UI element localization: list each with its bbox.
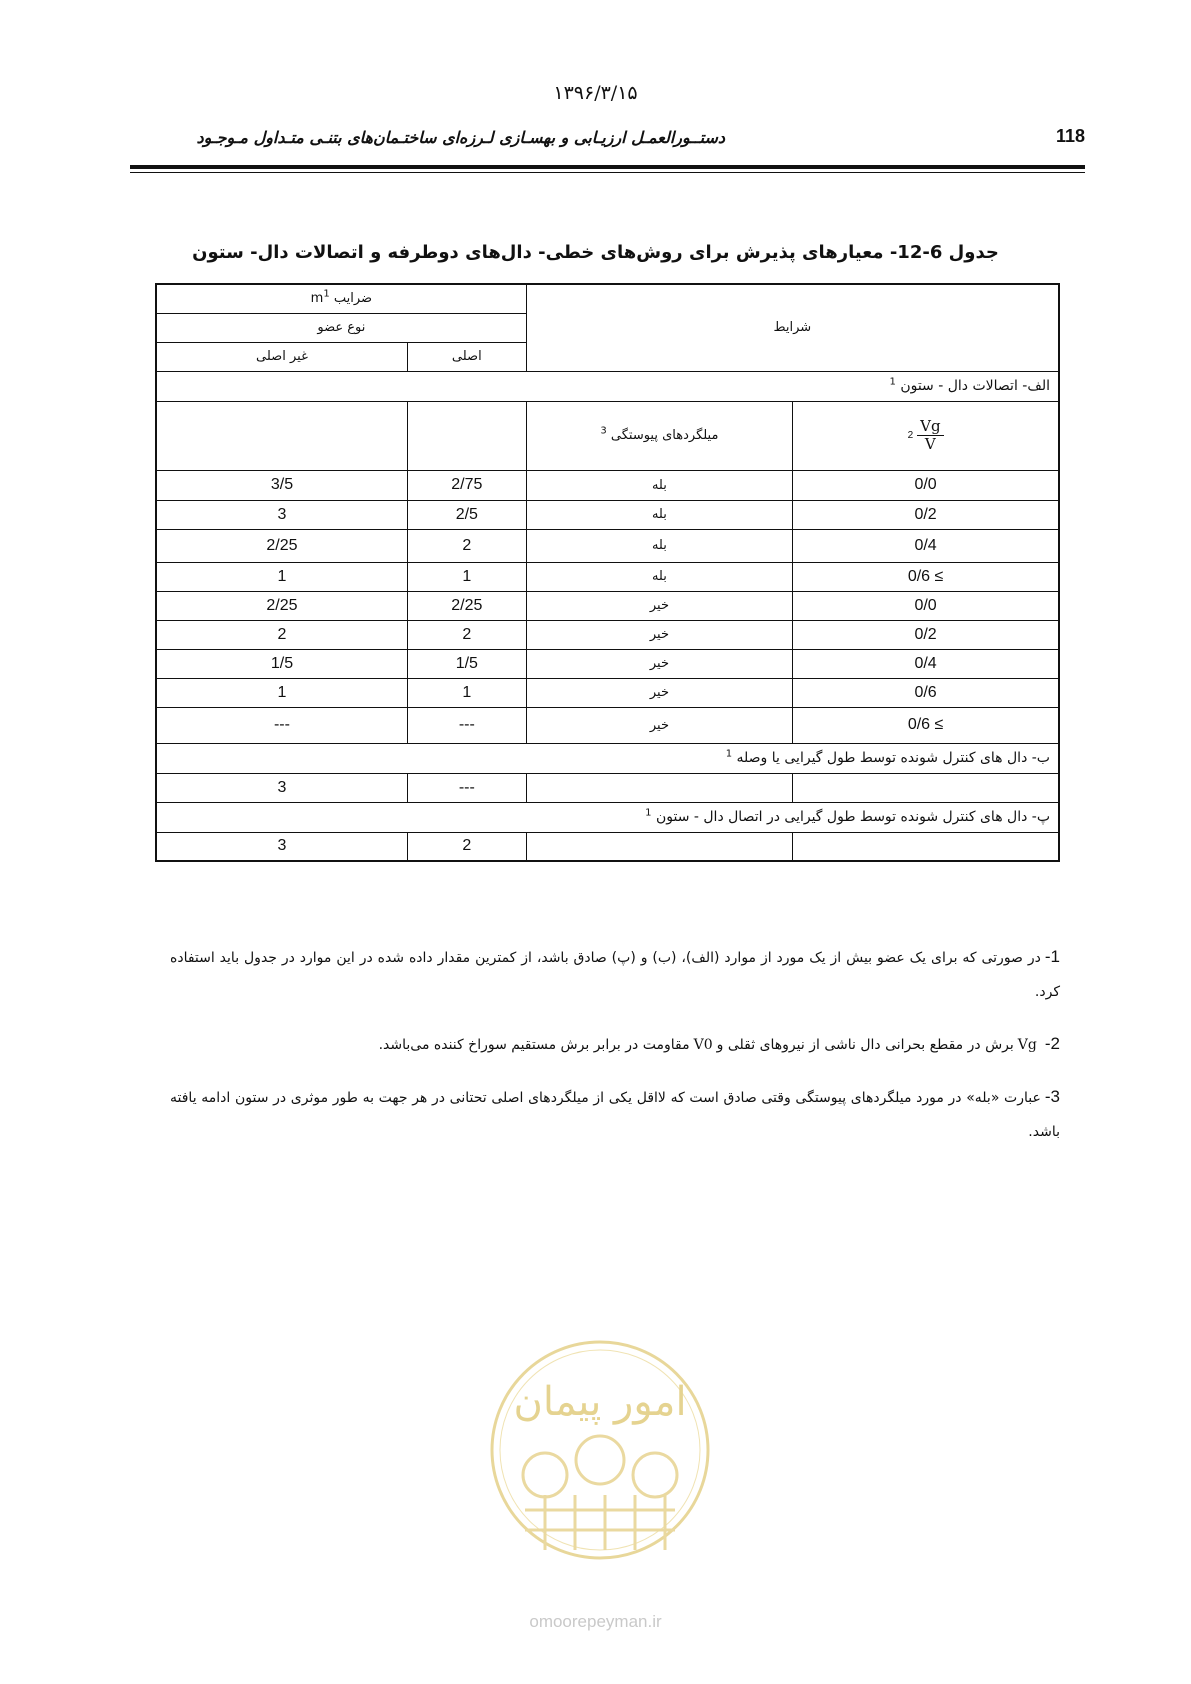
empty-cell	[156, 401, 407, 470]
empty-cell	[526, 773, 792, 802]
watermark-logo	[485, 1335, 715, 1565]
header-rule-thin	[130, 172, 1085, 173]
nonprimary-value-cell: 1	[156, 562, 407, 591]
ratio-cell: 0/4	[793, 529, 1059, 562]
ratio-cell: 0/0	[793, 591, 1059, 620]
section-c-header: پ- دال های کنترل شونده توسط طول گیرایی در اتصال دال - ستون $^1$	[156, 802, 1059, 832]
page-header	[130, 128, 1085, 158]
continuity-cell: خیر	[526, 649, 792, 678]
continuity-cell: بله	[526, 500, 792, 529]
conditions-header: شرایط	[526, 284, 1059, 371]
ratio-cell: 0/4	[793, 649, 1059, 678]
footnote-1: 1-در صورتی که برای یک عضو بیش از یک مورد از موارد (الف)، (ب) و (پ) صادق باشد، از کمترین مقدار داده شده در این موارد در جدول باید استفاده کرد.	[170, 947, 1060, 1000]
nonprimary-value-cell: 2	[156, 620, 407, 649]
primary-value-cell: ---	[407, 707, 526, 743]
nonprimary-value-cell: 3	[156, 500, 407, 529]
nonprimary-header: غیر اصلی	[156, 342, 407, 371]
continuity-cell: خیر	[526, 707, 792, 743]
table-row	[156, 707, 1059, 743]
continuity-cell: خیر	[526, 678, 792, 707]
primary-value-cell: 1	[407, 562, 526, 591]
continuity-cell: بله	[526, 529, 792, 562]
empty-cell	[793, 773, 1059, 802]
table-row	[156, 529, 1059, 562]
ratio-cell: ≥ 0/6	[793, 562, 1059, 591]
nonprimary-value-cell: 2/25	[156, 529, 407, 562]
primary-value-cell: 2/75	[407, 470, 526, 500]
watermark-url: omoorepeyman.ir	[529, 1612, 662, 1631]
page-number: 118	[1055, 126, 1085, 146]
continuity-cell: بله	[526, 470, 792, 500]
continuity-header: میلگردهای پیوستگی $^3$	[526, 401, 792, 470]
primary-value-cell: 1	[407, 678, 526, 707]
footnote-2: 2-Vgبرش در مقطع بحرانی دال ناشی از نیروهای ثقلی وV0مقاومت در برابر برش مستقیم سوراخ کننده می‌باشد.	[378, 1034, 1060, 1053]
primary-value-cell: 2/25	[407, 591, 526, 620]
section-b-primary: ---	[407, 773, 526, 802]
footnotes	[170, 940, 1060, 1167]
nonprimary-value-cell: ---	[156, 707, 407, 743]
svg-text:امور پیمان: امور پیمان	[513, 1379, 687, 1425]
running-title: دستــورالعمـل ارزیـابی و بهسـازی لـرزه‌ای ساختـمان‌های بتنـی متـداول مـوجـود	[196, 128, 725, 147]
primary-value-cell: 2	[407, 620, 526, 649]
section-c-nonprimary: 3	[156, 832, 407, 861]
section-b-header: ب- دال های کنترل شونده توسط طول گیرایی یا وصله $^1$	[156, 743, 1059, 773]
ratio-header: 2 $\frac{Vg}{V}$	[793, 401, 1059, 470]
ratio-numerator: Vg	[917, 418, 943, 436]
ratio-cell: 0/2	[793, 500, 1059, 529]
ratio-cell: 0/2	[793, 620, 1059, 649]
ratio-denominator: V	[924, 435, 936, 453]
primary-value-cell: 2/5	[407, 500, 526, 529]
empty-cell	[526, 832, 792, 861]
empty-cell	[793, 832, 1059, 861]
section-b-nonprimary: 3	[156, 773, 407, 802]
section-a-header: الف- اتصالات دال - ستون $^1$	[156, 371, 1059, 401]
nonprimary-value-cell: 2/25	[156, 591, 407, 620]
table-row	[156, 620, 1059, 649]
table-row	[156, 500, 1059, 529]
acceptance-criteria-table	[155, 283, 1060, 862]
section-c-primary: 2	[407, 832, 526, 861]
ratio-cell: 0/0	[793, 470, 1059, 500]
coefficients-header: ضرایب $m^1$	[156, 284, 526, 313]
nonprimary-value-cell: 1/5	[156, 649, 407, 678]
table-caption: جدول 6-12- معیارهای پذیرش برای روش‌های خطی- دال‌های دوطرفه و اتصالات دال- ستون	[192, 242, 999, 263]
ratio-cell: 0/6	[793, 678, 1059, 707]
document-date: ۱۳۹۶/۳/۱۵	[553, 82, 638, 104]
table-row	[156, 470, 1059, 500]
primary-value-cell: 1/5	[407, 649, 526, 678]
table-row	[156, 591, 1059, 620]
header-rule-thick	[130, 165, 1085, 169]
primary-value-cell: 2	[407, 529, 526, 562]
ratio-cell: ≥ 0/6	[793, 707, 1059, 743]
member-type-header: نوع عضو	[156, 313, 526, 342]
primary-header: اصلی	[407, 342, 526, 371]
nonprimary-value-cell: 3/5	[156, 470, 407, 500]
footnote-3: 3-عبارت «بله» در مورد میلگردهای پیوستگی وقتی صادق است که لااقل یکی از میلگردهای اصلی تحتانی در هر جهت به طور موثری در ستون ادامه یافته باشد.	[170, 1087, 1060, 1140]
empty-cell	[407, 401, 526, 470]
table-row	[156, 649, 1059, 678]
continuity-cell: خیر	[526, 620, 792, 649]
table-row	[156, 562, 1059, 591]
nonprimary-value-cell: 1	[156, 678, 407, 707]
table-row	[156, 678, 1059, 707]
continuity-cell: بله	[526, 562, 792, 591]
continuity-cell: خیر	[526, 591, 792, 620]
